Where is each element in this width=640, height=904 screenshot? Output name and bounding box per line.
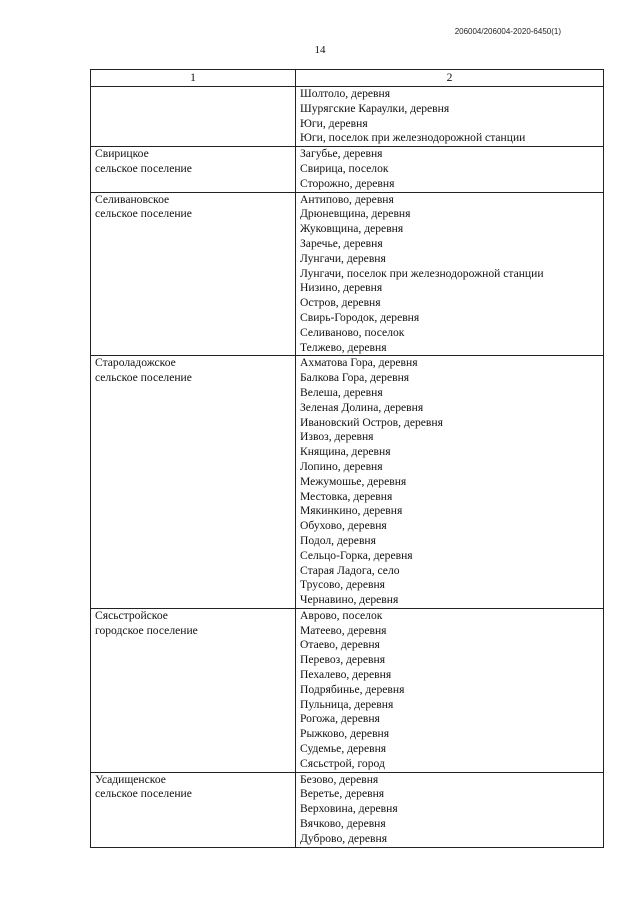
place-name: Старая Ладога, село (300, 563, 400, 577)
document-id: 206004/206004-2020-6450(1) (454, 27, 561, 36)
place-name: Селиваново, поселок (300, 325, 405, 339)
column-header-1: 1 (91, 70, 296, 87)
settlement-cell (91, 87, 296, 147)
place-name: Подол, деревня (300, 533, 376, 547)
place-name: Матеево, деревня (300, 623, 387, 637)
place-name: Низино, деревня (300, 281, 383, 295)
settlement-name-line: сельское поселение (95, 207, 192, 221)
place-name: Шолтоло, деревня (300, 87, 391, 100)
place-name: Пульница, деревня (300, 697, 394, 711)
place-name: Веретье, деревня (300, 787, 385, 801)
place-name: Зеленая Долина, деревня (300, 400, 424, 414)
places-cell (296, 356, 604, 609)
settlement-name-line: Усадищенское (95, 772, 166, 786)
place-name: Велеша, деревня (300, 385, 383, 399)
settlement-cell (91, 147, 296, 192)
table-row (91, 87, 604, 147)
column-header-2: 2 (296, 70, 604, 87)
place-name: Трусово, деревня (300, 578, 386, 592)
settlement-name-line: Селивановское (95, 192, 170, 206)
place-name: Лопино, деревня (300, 459, 383, 473)
settlement-cell (91, 772, 296, 847)
table-row (91, 192, 604, 356)
place-name: Вячково, деревня (300, 817, 386, 831)
place-name: Лунгачи, поселок при железнодорожной станции (300, 266, 544, 280)
settlement-name-line: сельское поселение (95, 371, 192, 385)
place-name: Загубье, деревня (300, 147, 383, 161)
table-header-row (91, 70, 604, 87)
table-row (91, 356, 604, 609)
place-name: Подрябинье, деревня (300, 682, 405, 696)
places-cell (296, 87, 604, 147)
place-name: Чернавино, деревня (300, 593, 399, 607)
settlement-name-line: городское поселение (95, 623, 198, 637)
place-name: Свирь-Городок, деревня (300, 310, 420, 324)
place-name: Лунгачи, деревня (300, 251, 386, 265)
place-name: Антипово, деревня (300, 192, 394, 206)
place-name: Пехалево, деревня (300, 668, 392, 682)
place-name: Шурягские Караулки, деревня (300, 101, 450, 115)
place-name: Рогожа, деревня (300, 712, 380, 726)
page-number: 14 (314, 44, 326, 56)
place-name: Межумошье, деревня (300, 474, 407, 488)
place-name: Юги, деревня (300, 116, 368, 130)
places-cell (296, 192, 604, 356)
place-name: Юги, поселок при железнодорожной станции (300, 131, 526, 145)
table-row (91, 608, 604, 772)
place-name: Балкова Гора, деревня (300, 371, 410, 385)
place-name: Отаево, деревня (300, 638, 380, 652)
settlement-cell (91, 356, 296, 609)
settlement-cell (91, 192, 296, 356)
settlement-cell (91, 608, 296, 772)
place-name: Верховина, деревня (300, 802, 398, 816)
place-name: Жуковщина, деревня (300, 222, 404, 236)
table-row (91, 147, 604, 192)
places-cell (296, 772, 604, 847)
settlement-name-line: Староладожское (95, 356, 176, 370)
place-name: Извоз, деревня (300, 430, 374, 444)
place-name: Сясьстрой, город (300, 756, 385, 770)
place-name: Местовка, деревня (300, 489, 393, 503)
place-name: Судемье, деревня (300, 742, 387, 756)
place-name: Ахматова Гора, деревня (300, 356, 418, 370)
settlement-name-line: Сясьстройское (95, 608, 168, 622)
place-name: Аврово, поселок (300, 608, 383, 622)
place-name: Телжево, деревня (300, 340, 387, 354)
place-name: Дрюневщина, деревня (300, 207, 411, 221)
place-name: Обухово, деревня (300, 519, 387, 533)
place-name: Сельцо-Горка, деревня (300, 548, 413, 562)
places-cell (296, 608, 604, 772)
settlement-name-line: Свирицкое (95, 147, 149, 161)
place-name: Мякинкино, деревня (300, 504, 403, 518)
place-name: Княщина, деревня (300, 445, 391, 459)
table-row (91, 772, 604, 847)
places-cell (296, 147, 604, 192)
place-name: Рыжково, деревня (300, 727, 390, 741)
place-name: Безово, деревня (300, 772, 379, 786)
place-name: Остров, деревня (300, 296, 381, 310)
place-name: Дуброво, деревня (300, 831, 388, 845)
settlements-table (90, 69, 604, 848)
place-name: Сторожно, деревня (300, 176, 395, 190)
place-name: Заречье, деревня (300, 236, 383, 250)
settlement-name-line: сельское поселение (95, 161, 192, 175)
place-name: Перевоз, деревня (300, 653, 386, 667)
settlement-name-line: сельское поселение (95, 787, 192, 801)
place-name: Ивановский Остров, деревня (300, 415, 443, 429)
place-name: Свирица, поселок (300, 161, 389, 175)
